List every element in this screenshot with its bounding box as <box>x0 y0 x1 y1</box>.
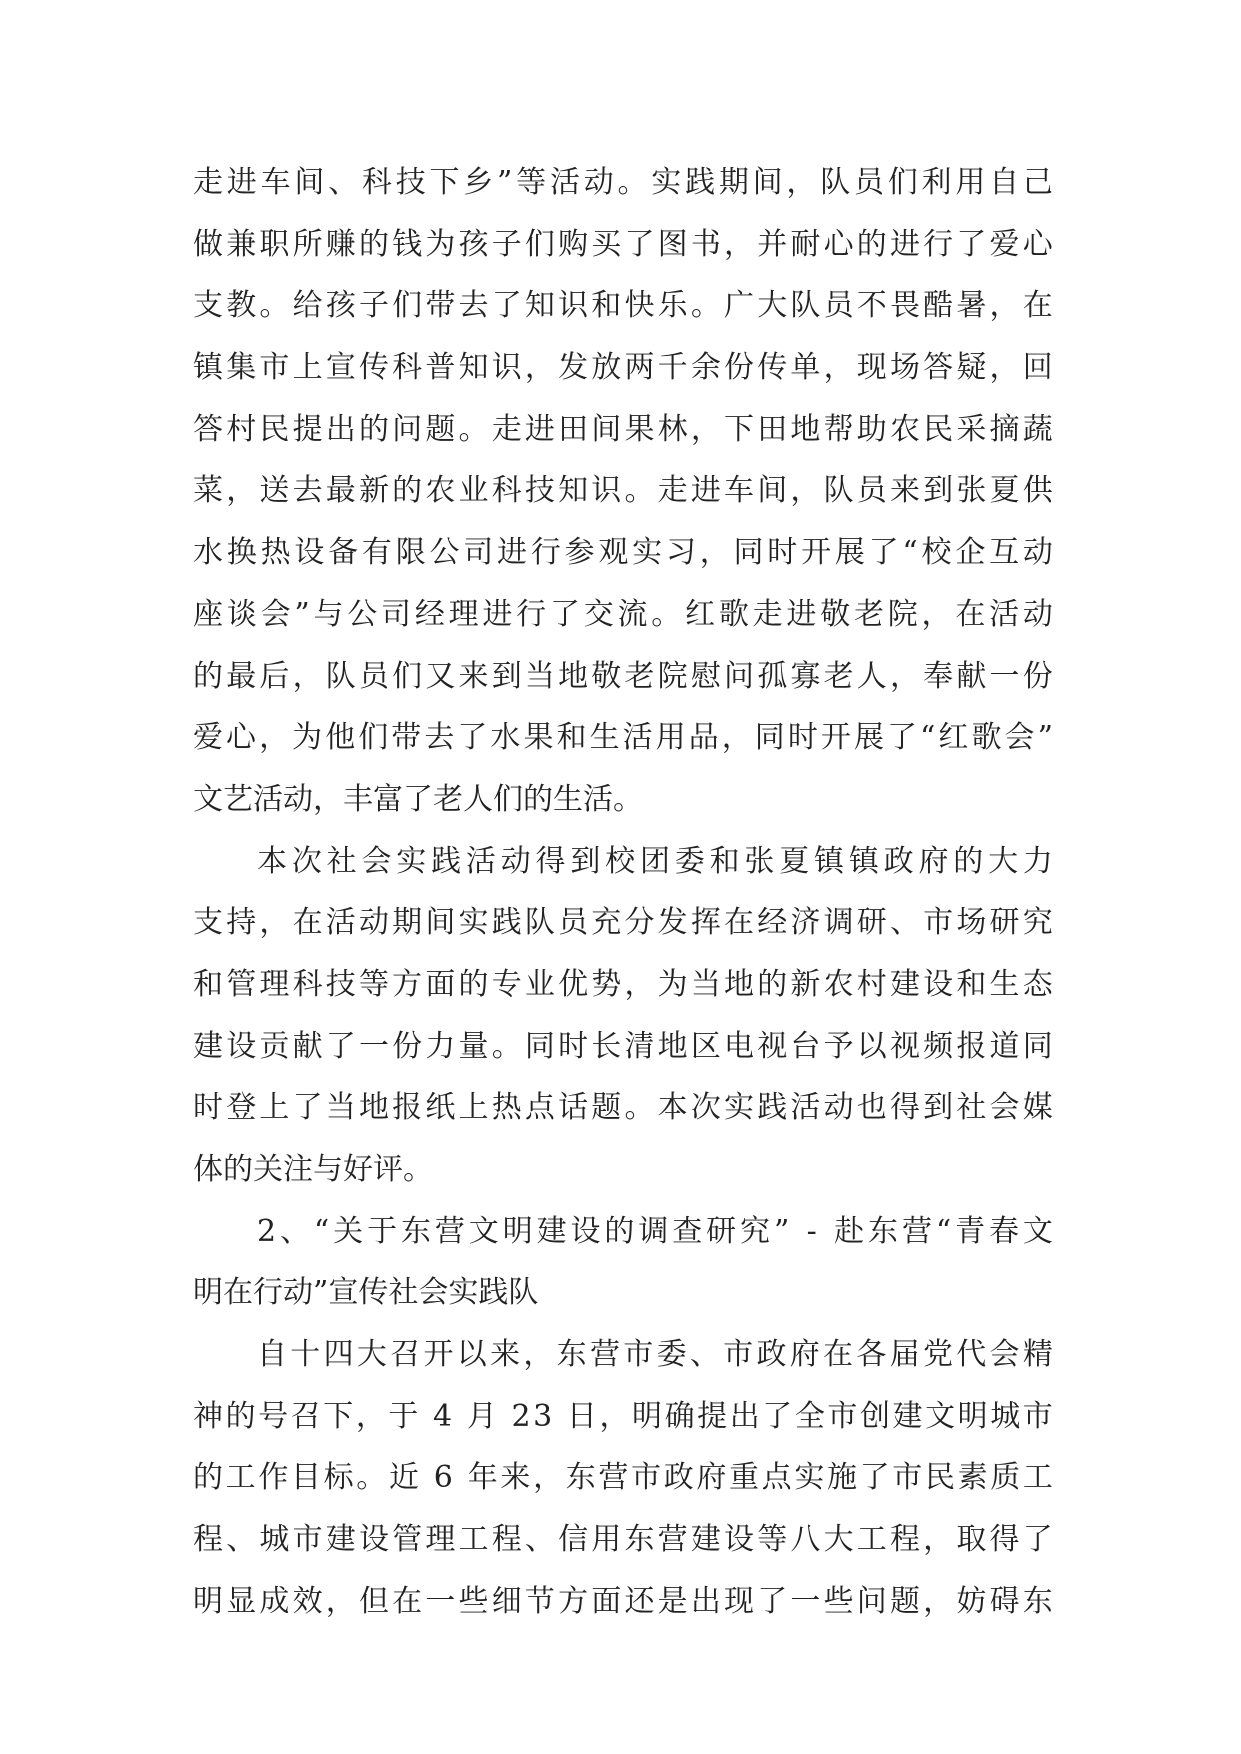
text-line-6: 菜 ， 送 去 最 新 的 农 业 科 技 知 识 。 走 进 车 间 ， 队 员 来 到 张 夏 供 <box>193 473 1053 509</box>
text-line-16: 时 登 上 了 当 地 报 纸 上 热 点 话 题 。 本 次 实 践 活 动 也 得 到 社 会 媒 <box>193 1090 1053 1126</box>
section-heading-line-1: 2 、 “ 关 于 东 营 文 明 建 设 的 调 查 研 究 ” - 赴 东 营 “ 青 春 文 <box>257 1213 1053 1249</box>
text-line-12: 本 次 社 会 实 践 活 动 得 到 校 团 委 和 张 夏 镇 镇 政 府 的 大 力 <box>257 843 1053 879</box>
text-line-4: 镇 集 市 上 宣 传 科 普 知 识 ， 发 放 两 千 余 份 传 单 ， 现 场 答 疑 ， 回 <box>193 350 1053 386</box>
text-line-7: 水 换 热 设 备 有 限 公 司 进 行 参 观 实 习 ， 同 时 开 展 了 “ 校 企 互 动 <box>193 535 1053 571</box>
text-line-13: 支 持 ， 在 活 动 期 间 实 践 队 员 充 分 发 挥 在 经 济 调 研 、 市 场 研 究 <box>193 905 1053 941</box>
text-line-1: 走 进 车 间 、 科 技 下 乡 ” 等 活 动 。 实 践 期 间 ， 队 员 们 利 用 自 己 <box>193 165 1053 200</box>
text-line-9: 的 最 后 ， 队 员 们 又 来 到 当 地 敬 老 院 慰 问 孤 寡 老 人 ， 奉 献 一 份 <box>193 658 1053 694</box>
text-line-22: 的 工 作 目 标 。 近 6 年 来 ， 东 营 市 政 府 重 点 实 施 了 市 民 素 质 工 <box>193 1460 1053 1496</box>
text-line-17: 体的关注与好评。 <box>193 1152 433 1187</box>
text-line-20: 自 十 四 大 召 开 以 来 ， 东 营 市 委 、 市 政 府 在 各 届 党 代 会 精 <box>257 1337 1053 1373</box>
text-line-2: 做 兼 职 所 赚 的 钱 为 孩 子 们 购 买 了 图 书 ， 并 耐 心 的 进 行 了 爱 心 <box>193 226 1053 262</box>
text-line-10: 爱 心 ， 为 他 们 带 去 了 水 果 和 生 活 用 品 ， 同 时 开 展 了 “ 红 歌 会 ” <box>193 720 1053 756</box>
text-line-21: 神 的 号 召 下 ， 于 4 月 2 3 日 ， 明 确 提 出 了 全 市 创 建 文 明 城 市 <box>193 1398 1053 1434</box>
text-line-15: 建 设 贡 献 了 一 份 力 量 。 同 时 长 清 地 区 电 视 台 予 以 视 频 报 道 同 <box>193 1028 1053 1064</box>
text-line-5: 答 村 民 提 出 的 问 题 。 走 进 田 间 果 林 ， 下 田 地 帮 助 农 民 采 摘 蔬 <box>193 411 1053 447</box>
body-text <box>193 152 1053 1633</box>
text-line-23: 程 、 城 市 建 设 管 理 工 程 、 信 用 东 营 建 设 等 八 大 工 程 ， 取 得 了 <box>193 1522 1053 1558</box>
section-heading-line-2: 明在行动”宣传社会实践队 <box>193 1275 539 1311</box>
text-line-3: 支 教 。 给 孩 子 们 带 去 了 知 识 和 快 乐 。 广 大 队 员 不 畏 酷 暑 ， 在 <box>193 288 1053 324</box>
text-line-8: 座 谈 会 ” 与 公 司 经 理 进 行 了 交 流 。 红 歌 走 进 敬 老 院 ， 在 活 动 <box>193 596 1053 632</box>
text-line-11: 文艺活动，丰富了老人们的生活。 <box>193 781 643 817</box>
text-line-14: 和 管 理 科 技 等 方 面 的 专 业 优 势 ， 为 当 地 的 新 农 村 建 设 和 生 态 <box>193 966 1053 1002</box>
text-line-24: 明 显 成 效 ， 但 在 一 些 细 节 方 面 还 是 出 现 了 一 些 问 题 ， 妨 碍 东 <box>193 1583 1053 1619</box>
